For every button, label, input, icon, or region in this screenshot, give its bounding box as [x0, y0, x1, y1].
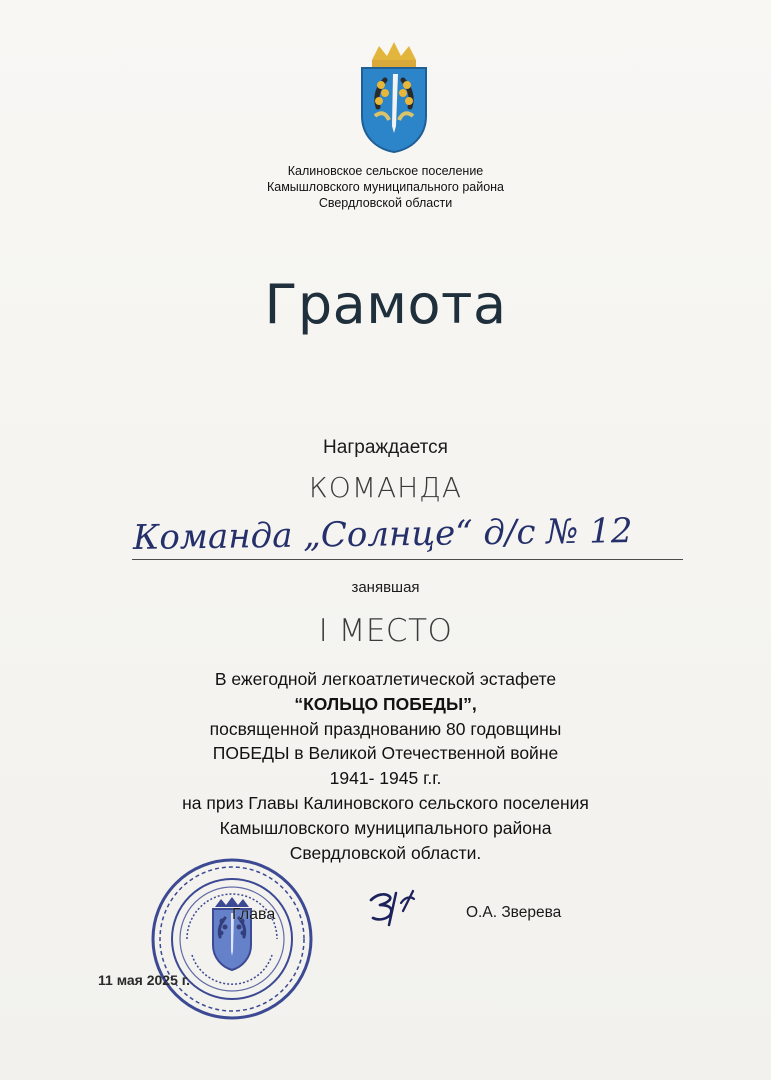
body-line-2: “КОЛЬЦО ПОБЕДЫ”, — [294, 693, 477, 714]
issuer-line-1: Калиновское сельское поселение — [287, 164, 484, 178]
body-line-5: 1941- 1945 г.г. — [329, 768, 442, 789]
signer-name: О.А. Зверева — [466, 904, 562, 921]
issuer-block — [0, 163, 771, 211]
recipient-name: Команда „Солнце“ д/с № 12 — [132, 511, 633, 558]
certificate-body — [0, 667, 771, 865]
recipient-underline — [132, 559, 683, 560]
place-label: I МЕСТО — [318, 613, 453, 649]
certificate-title: Грамота — [264, 273, 507, 336]
coat-of-arms-icon — [354, 38, 434, 153]
signature-icon — [365, 885, 427, 933]
awarded-label: Награждается — [323, 437, 448, 458]
official-seal-icon — [150, 857, 314, 1021]
body-line-7: Камышловского муниципального района — [219, 817, 552, 838]
team-label: КОМАНДА — [308, 471, 463, 504]
issue-date: 11 мая 2025 г. — [98, 972, 191, 988]
head-title-label: Глава — [232, 906, 276, 923]
issuer-line-3: Свердловской области — [318, 196, 453, 210]
issuer-line-2: Камышловского муниципального района — [266, 180, 505, 194]
occupied-label: занявшая — [351, 579, 420, 596]
body-line-1: В ежегодной легкоатлетической эстафете — [214, 669, 557, 689]
body-line-6: на приз Главы Калиновского сельского поселения — [182, 792, 589, 813]
body-line-8: Свердловской области. — [289, 842, 482, 863]
body-line-4: ПОБЕДЫ в Великой Отечественной войне — [212, 743, 559, 764]
body-line-3: посвященной празднованию 80 годовщины — [209, 718, 562, 739]
